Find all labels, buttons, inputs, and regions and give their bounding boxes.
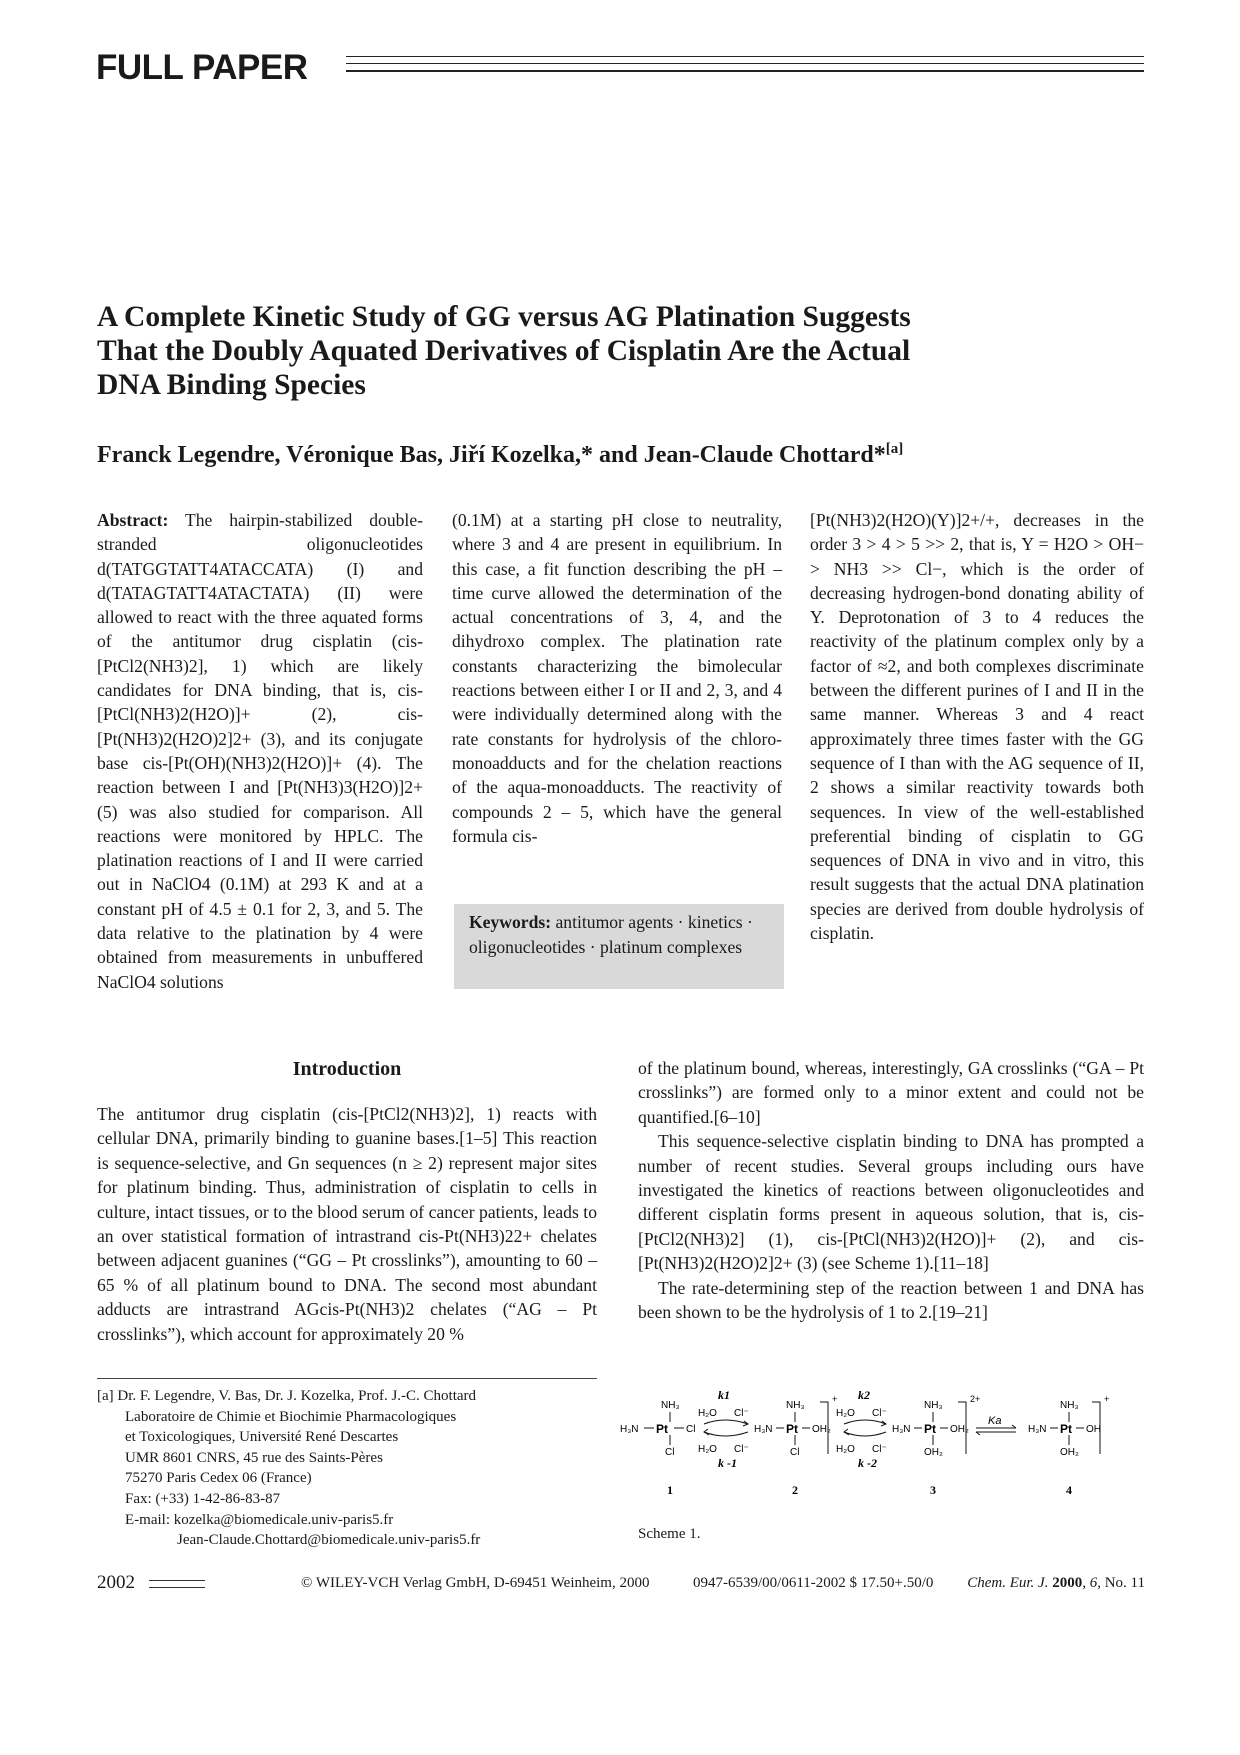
reaction-scheme	[620, 1388, 1144, 1518]
title-line-1: A Complete Kinetic Study of GG versus AG Platination Suggests	[97, 301, 911, 333]
compound-number-4: 4	[1066, 1483, 1072, 1497]
intro-paragraph-3: This sequence-selective cisplatin binding to DNA has prompted a number of recent studies. Several groups including ours have investigated the kinetics of reactions between oligonucleotides and different cisplatin forms present in aqueous solution, that is, cis-[PtCl2(NH3)2] (1), cis-[PtCl(NH3)2(H2O)]+ (2), and cis-[Pt(NH3)2(H2O)2]2+ (3) (see Scheme 1).[11–18]	[638, 1131, 1144, 1274]
footnote-line-2: Laboratoire de Chimie et Biochimie Pharmacologiques	[125, 1408, 457, 1425]
svg-text:Pt: Pt	[656, 1422, 668, 1436]
footnote-line-7: E-mail: kozelka@biomedicale.univ-paris5.fr	[125, 1511, 394, 1528]
svg-text:Cl⁻: Cl⁻	[734, 1408, 749, 1419]
svg-text:NH₃: NH₃	[786, 1400, 805, 1411]
svg-text:H₃N: H₃N	[892, 1424, 911, 1435]
affiliation-footnote	[97, 1386, 597, 1551]
svg-text:H₂O: H₂O	[836, 1408, 855, 1419]
svg-text:OH: OH	[1086, 1424, 1101, 1435]
paper-title	[97, 300, 1057, 402]
k2-label: k2	[858, 1388, 870, 1402]
footnote-line-3: et Toxicologiques, Université René Descartes	[125, 1429, 399, 1446]
journal-issue: No. 11	[1104, 1575, 1145, 1591]
journal-year: 2000	[1052, 1575, 1083, 1591]
introduction-column-2	[638, 1056, 1144, 1324]
svg-text:H₃N: H₃N	[1028, 1424, 1047, 1435]
k1-label: k1	[718, 1388, 730, 1402]
compound-1	[620, 1400, 695, 1458]
copyright: © WILEY-VCH Verlag GmbH, D-69451 Weinheim, 2000	[301, 1575, 650, 1591]
header-rules	[346, 56, 1144, 78]
keywords-list: antitumor agents · kinetics · oligonucleotides · platinum complexes	[469, 912, 753, 957]
compound-numbers	[667, 1483, 1072, 1497]
compound-3	[892, 1394, 980, 1458]
svg-text:H₂O: H₂O	[698, 1444, 717, 1455]
footnote-divider	[97, 1378, 597, 1379]
charge-3: 2+	[970, 1394, 981, 1404]
issn: 0947-6539/00/0611-2002 $ 17.50+.50/0	[693, 1575, 934, 1591]
intro-paragraph-2: of the platinum bound, whereas, interestingly, GA crosslinks (“GA – Pt crosslinks”) are formed only to a minor extent and could not be quantified.[6–10]	[638, 1058, 1144, 1127]
svg-text:H₃N: H₃N	[754, 1424, 773, 1435]
footnote-line-6: Fax: (+33) 1-42-86-83-87	[125, 1490, 281, 1507]
keywords-label: Keywords:	[469, 912, 552, 932]
k-2-label: k -2	[858, 1456, 877, 1470]
compound-2	[754, 1394, 837, 1458]
svg-text:Cl⁻: Cl⁻	[872, 1444, 887, 1455]
svg-text:H₂O: H₂O	[836, 1444, 855, 1455]
footnote-line-1	[97, 1386, 597, 1407]
ka-label: Ka	[988, 1415, 1002, 1427]
page-number: 2002	[97, 1572, 135, 1593]
charge-2: +	[832, 1394, 838, 1404]
abstract-label: Abstract:	[97, 510, 169, 530]
title-line-3: DNA Binding Species	[97, 369, 366, 401]
introduction-heading: Introduction	[292, 1058, 402, 1080]
arrows-k1	[698, 1388, 749, 1470]
svg-text:OH₂: OH₂	[812, 1424, 831, 1435]
abstract-column-1	[97, 508, 423, 994]
svg-text:OH₂: OH₂	[924, 1447, 943, 1458]
compound-number-3: 3	[930, 1483, 936, 1497]
compound-number-1: 1	[667, 1483, 673, 1497]
svg-text:OH₂: OH₂	[1060, 1447, 1079, 1458]
svg-text:NH₃: NH₃	[661, 1400, 680, 1411]
svg-text:Pt: Pt	[786, 1422, 798, 1436]
svg-text:OH₂: OH₂	[950, 1424, 969, 1435]
intro-paragraph-1: The antitumor drug cisplatin (cis-[PtCl2(NH3)2], 1) reacts with cellular DNA, primarily binding to guanine bases.[1–5] This reaction is sequence-selective, and Gn sequences (n ≥ 2) represent major sites for platinum binding. Thus, administration of cisplatin to cells in culture, intact tissues, or to the blood serum of cancer patients, leads to an over statistical formation of intrastrand cis-Pt(NH3)22+ chelates between adjacent guanines (“GG – Pt crosslinks”), amounting to 60 – 65 % of all platinum bound to DNA. The second most abundant adducts are intrastrand AGcis-Pt(NH3)2 chelates (“AG – Pt crosslinks”), which account for approximately 20 %	[97, 1104, 597, 1344]
abstract-text-1: The hairpin-stabilized double-stranded oligonucleotides d(TATGGTATT4ATACCATA) (I) and d(TATAGTATT4ATACTATA) (II) were allowed to react with the three aquated forms of the antitumor drug cisplatin (cis-[PtCl2(NH3)2], 1) which are likely candidates for DNA binding, that is, cis-[PtCl(NH3)2(H2O)]+ (2), cis-[Pt(NH3)2(H2O)2]2+ (3), and its conjugate base cis-[Pt(OH)(NH3)2(H2O)]+ (4). The reaction between I and [Pt(NH3)3(H2O)]2+ (5) was also studied for comparison. All reactions were monitored by HPLC. The platination reactions of I and II were carried out in NaClO4 (0.1M) at 293 K and at a constant pH of 4.5 ± 0.1 for 2, 3, and 5. The data relative to the platination by 4 were obtained from measurements in unbuffered NaClO4 solutions	[97, 510, 423, 992]
svg-text:Cl⁻: Cl⁻	[734, 1444, 749, 1455]
author-list	[97, 434, 903, 470]
introduction-column-1	[97, 1102, 597, 1346]
svg-text:NH₃: NH₃	[924, 1400, 943, 1411]
svg-text:Cl⁻: Cl⁻	[872, 1408, 887, 1419]
footnote-line-8: Jean-Claude.Chottard@biomedicale.univ-paris5.fr	[177, 1532, 481, 1549]
charge-4: +	[1104, 1394, 1110, 1404]
abstract-column-2	[452, 508, 782, 848]
svg-text:Pt: Pt	[1060, 1422, 1072, 1436]
svg-text:H₂O: H₂O	[698, 1408, 717, 1419]
title-line-2: That the Doubly Aquated Derivatives of Cisplatin Are the Actual	[97, 335, 911, 367]
svg-text:Cl: Cl	[665, 1447, 675, 1458]
compound-4	[1028, 1394, 1109, 1458]
abstract-text-2: (0.1M) at a starting pH close to neutrality, where 3 and 4 are present in equilibrium. In this case, a fit function describing the pH – time curve allowed the determination of the actual concentrations of 3, 4, and the dihydroxo complex. The platination rate constants characterizing the bimolecular reactions between either I or II and 2, 3, and 4 were individually determined along with the rate constants for hydrolysis of the chloro-monoadducts and for the chelation reactions of the aqua-monoadducts. The reactivity of compounds 2 – 5, which have the general formula cis-	[452, 510, 782, 846]
page-number-rule	[149, 1580, 205, 1588]
svg-text:H₃N: H₃N	[620, 1424, 639, 1435]
page-footer	[97, 1572, 1145, 1602]
page-header	[96, 48, 1144, 88]
arrows-k2	[836, 1388, 887, 1470]
abstract-column-3	[810, 508, 1144, 945]
svg-text:NH₃: NH₃	[1060, 1400, 1079, 1411]
svg-text:Cl: Cl	[686, 1424, 696, 1435]
svg-text:Cl: Cl	[790, 1447, 800, 1458]
footnote-line-1-text: Dr. F. Legendre, V. Bas, Dr. J. Kozelka, Prof. J.-C. Chottard	[117, 1388, 477, 1404]
footnote-line-5: 75270 Paris Cedex 06 (France)	[125, 1470, 312, 1487]
svg-text:Pt: Pt	[924, 1422, 936, 1436]
footnote-line-4: UMR 8601 CNRS, 45 rue des Saints-Pères	[125, 1449, 383, 1466]
k-1-label: k -1	[718, 1456, 737, 1470]
section-tag: FULL PAPER	[96, 48, 308, 87]
scheme-caption: Scheme 1.	[638, 1526, 701, 1542]
author-names: Franck Legendre, Véronique Bas, Jiří Kozelka,* and Jean-Claude Chottard*	[97, 442, 886, 468]
journal-volume: 6	[1089, 1575, 1098, 1591]
compound-number-2: 2	[792, 1483, 798, 1497]
intro-paragraph-4: The rate-determining step of the reaction between 1 and DNA has been shown to be the hydrolysis of 1 to 2.[19–21]	[638, 1277, 1144, 1323]
arrows-ka	[976, 1415, 1016, 1435]
journal-name: Chem. Eur. J.	[967, 1575, 1049, 1591]
affiliation-mark: [a]	[885, 441, 904, 457]
footnote-mark: [a]	[97, 1388, 114, 1404]
journal-citation: Chem. Eur. J. 2000, 6, No. 11	[967, 1575, 1145, 1591]
abstract-text-3: [Pt(NH3)2(H2O)(Y)]2+/+, decreases in the order 3 > 4 > 5 >> 2, that is, Y = H2O > OH− > NH3 >> Cl−, which is the order of decreasing hydrogen-bond donating ability of Y. Deprotonation of 3 to 4 reduces the reactivity of the platinum complex only by a factor of ≈2, and both complexes discriminate between the different purines of I and II in the same manner. Whereas 3 and 4 react approximately three times faster with the GG sequence of I than with the AG sequence of II, 2 shows a similar reactivity towards both sequences. In view of the well-established preferential binding of cisplatin to GG sequences of DNA in vivo and in vitro, this result suggests that the actual DNA platination species are derived from double hydrolysis of cisplatin.	[810, 510, 1144, 944]
keywords-box	[454, 904, 784, 989]
